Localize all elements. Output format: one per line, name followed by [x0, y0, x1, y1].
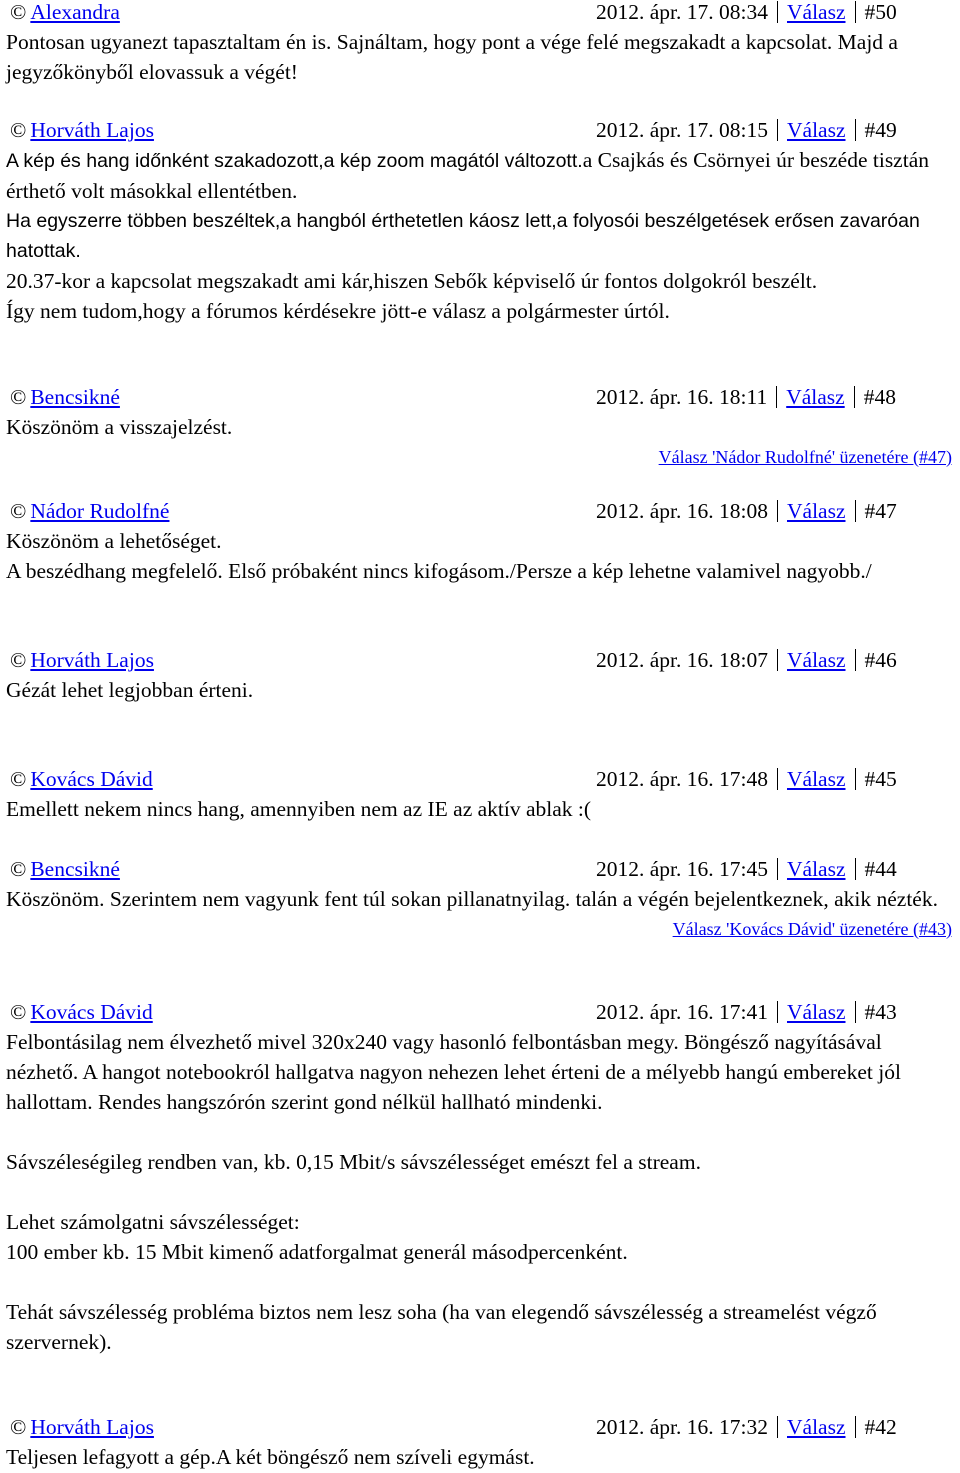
post-body [6, 1027, 956, 1357]
post-text: Köszönöm a lehetőséget. [6, 529, 222, 553]
post-text: 20.37-kor a kapcsolat megszakadt ami kár,hiszen Sebők képviselő úr fontos dolgokról beszélt. [6, 269, 818, 293]
post-number: #46 [864, 648, 897, 672]
divider [777, 1416, 778, 1438]
reply-link[interactable]: Válasz [787, 1415, 846, 1439]
divider [855, 1416, 856, 1438]
copyright-icon: © [10, 857, 27, 881]
post-number: #48 [863, 385, 896, 409]
divider [777, 500, 778, 522]
post-header [6, 0, 956, 27]
post-date: 2012. ápr. 16. 18:11 [596, 385, 768, 409]
forum-post [6, 854, 956, 942]
post-header [6, 645, 956, 675]
post-author [10, 997, 153, 1027]
forum-post [6, 496, 956, 586]
copyright-icon: © [10, 499, 27, 523]
divider [855, 858, 856, 880]
blank-line [6, 1117, 956, 1147]
post-meta [596, 764, 897, 794]
divider [777, 119, 778, 141]
forum-post [6, 1412, 956, 1472]
post-author [10, 0, 120, 27]
post-meta [596, 854, 897, 884]
post-text: Teljesen lefagyott a gép.A két böngésző nem szíveli egymást. [6, 1445, 535, 1469]
post-meta [596, 115, 897, 145]
divider [777, 649, 778, 671]
post-meta [596, 997, 897, 1027]
post-number: #42 [864, 1415, 897, 1439]
forum-post [6, 997, 956, 1357]
forum-post [6, 382, 956, 470]
post-date: 2012. ápr. 16. 17:48 [596, 767, 768, 791]
post-header [6, 1412, 956, 1442]
post-date: 2012. ápr. 16. 18:07 [596, 648, 768, 672]
author-link[interactable]: Bencsikné [30, 385, 120, 409]
divider [777, 768, 778, 790]
blank-line [6, 1177, 956, 1207]
author-link[interactable]: Bencsikné [30, 857, 120, 881]
post-author [10, 382, 120, 412]
post-number: #44 [864, 857, 897, 881]
forum-post [6, 645, 956, 705]
post-author [10, 1412, 154, 1442]
post-date: 2012. ápr. 16. 17:45 [596, 857, 768, 881]
copyright-icon: © [10, 767, 27, 791]
copyright-icon: © [10, 385, 27, 409]
post-header [6, 115, 956, 145]
divider [855, 119, 856, 141]
divider [777, 1001, 778, 1023]
post-text: Sávszéleségileg rendben van, kb. 0,15 Mbit/s sávszélességet emészt fel a stream. [6, 1150, 701, 1174]
reply-link[interactable]: Válasz [787, 499, 846, 523]
post-date: 2012. ápr. 16. 17:41 [596, 1000, 768, 1024]
post-date: 2012. ápr. 16. 17:32 [596, 1415, 768, 1439]
author-link[interactable]: Kovács Dávid [30, 1000, 153, 1024]
post-author [10, 854, 120, 884]
post-text: Köszönöm. Szerintem nem vagyunk fent túl sokan pillanatnyilag. talán a végén bejelentkeznek, akik nézték. [6, 887, 938, 911]
post-author [10, 645, 154, 675]
copyright-icon: © [10, 0, 27, 24]
reply-link[interactable]: Válasz [787, 767, 846, 791]
copyright-icon: © [10, 118, 27, 142]
reply-link[interactable]: Válasz [787, 857, 846, 881]
post-body [6, 412, 956, 442]
post-number: #45 [864, 767, 897, 791]
post-header [6, 854, 956, 884]
reply-link[interactable]: Válasz [787, 0, 846, 24]
post-meta [596, 0, 897, 27]
blank-line [6, 1267, 956, 1297]
author-link[interactable]: Nádor Rudolfné [30, 499, 170, 523]
post-text: Lehet számolgatni sávszélességet: [6, 1210, 300, 1234]
post-date: 2012. ápr. 16. 18:08 [596, 499, 768, 523]
reply-reference [6, 916, 956, 942]
reply-reference-link[interactable]: Válasz 'Kovács Dávid' üzenetére (#43) [672, 919, 952, 939]
post-body [6, 794, 956, 824]
post-body [6, 27, 956, 87]
reply-link[interactable]: Válasz [787, 118, 846, 142]
author-link[interactable]: Kovács Dávid [30, 767, 153, 791]
post-meta [596, 1412, 897, 1442]
post-body [6, 1442, 956, 1472]
divider [855, 1, 856, 23]
post-body [6, 145, 956, 326]
reply-link[interactable]: Válasz [786, 385, 845, 409]
forum-post [6, 764, 956, 824]
forum-post [6, 0, 956, 87]
post-text: A beszédhang megfelelő. Első próbaként nincs kifogásom./Persze a kép lehetne valamivel nagyobb./ [6, 559, 872, 583]
post-header [6, 496, 956, 526]
post-number: #50 [864, 0, 897, 24]
post-text: Pontosan ugyanezt tapasztaltam én is. Sajnáltam, hogy pont a vége felé megszakadt a kapcsolat. Majd a jegyzőkönyből elovassuk a végét! [6, 30, 898, 84]
divider [855, 768, 856, 790]
divider [776, 386, 777, 408]
post-text: Felbontásilag nem élvezhető mivel 320x240 vagy hasonló felbontásban megy. Böngésző nagyításával nézhető. A hangot notebookról hallgatva nagyon nehezen lehet érteni de a mélyebb hangú embereket jól hallottam. Rendes hangszórón szerint gond nélkül hallható mindenki. [6, 1030, 901, 1114]
copyright-icon: © [10, 1415, 27, 1439]
post-author [10, 115, 154, 145]
post-text: Emellett nekem nincs hang, amennyiben nem az IE az aktív ablak :( [6, 797, 592, 821]
reply-reference-link[interactable]: Válasz 'Nádor Rudolfné' üzenetére (#47) [658, 447, 952, 467]
post-author [10, 764, 153, 794]
post-text: Köszönöm a visszajelzést. [6, 415, 233, 439]
divider [855, 649, 856, 671]
copyright-icon: © [10, 648, 27, 672]
post-text: 100 ember kb. 15 Mbit kimenő adatforgalmat generál másodpercenként. [6, 1240, 628, 1264]
post-text: Gézát lehet legjobban érteni. [6, 678, 254, 702]
divider [855, 500, 856, 522]
post-header [6, 997, 956, 1027]
post-text: A kép és hang időnként szakadozott,a kép zoom magától változott.a Csajkás és Csörnyei úr beszéde tisztán érthető volt másokkal ellentétben. [6, 148, 929, 203]
reply-link[interactable]: Válasz [787, 648, 846, 672]
author-link[interactable]: Horváth Lajos [30, 1415, 154, 1439]
reply-reference [6, 444, 956, 470]
post-header [6, 382, 956, 412]
post-text: Ha egyszerre többen beszéltek,a hangból érthetetlen káosz lett,a folyosói beszélgetések erősen zavaróan hatottak. [6, 210, 920, 262]
post-body [6, 884, 956, 914]
post-meta [596, 382, 896, 412]
post-number: #43 [864, 1000, 897, 1024]
author-link[interactable]: Horváth Lajos [30, 118, 154, 142]
forum-post [6, 115, 956, 326]
author-link[interactable]: Horváth Lajos [30, 648, 154, 672]
reply-link[interactable]: Válasz [787, 1000, 846, 1024]
post-text: Tehát sávszélesség probléma biztos nem lesz soha (ha van elegendő sávszélesség a streamelést végző szervernek). [6, 1300, 877, 1354]
author-link[interactable]: Alexandra [30, 0, 120, 24]
post-body [6, 526, 956, 586]
post-number: #47 [864, 499, 897, 523]
post-author [10, 496, 169, 526]
post-meta [596, 496, 897, 526]
post-header [6, 764, 956, 794]
post-number: #49 [864, 118, 897, 142]
divider [855, 1001, 856, 1023]
post-date: 2012. ápr. 17. 08:15 [596, 118, 768, 142]
divider [777, 1, 778, 23]
post-date: 2012. ápr. 17. 08:34 [596, 0, 768, 24]
copyright-icon: © [10, 1000, 27, 1024]
post-text: Így nem tudom,hogy a fórumos kérdésekre jött-e válasz a polgármester úrtól. [6, 299, 670, 323]
post-body [6, 675, 956, 705]
divider [854, 386, 855, 408]
post-meta [596, 645, 897, 675]
divider [777, 858, 778, 880]
